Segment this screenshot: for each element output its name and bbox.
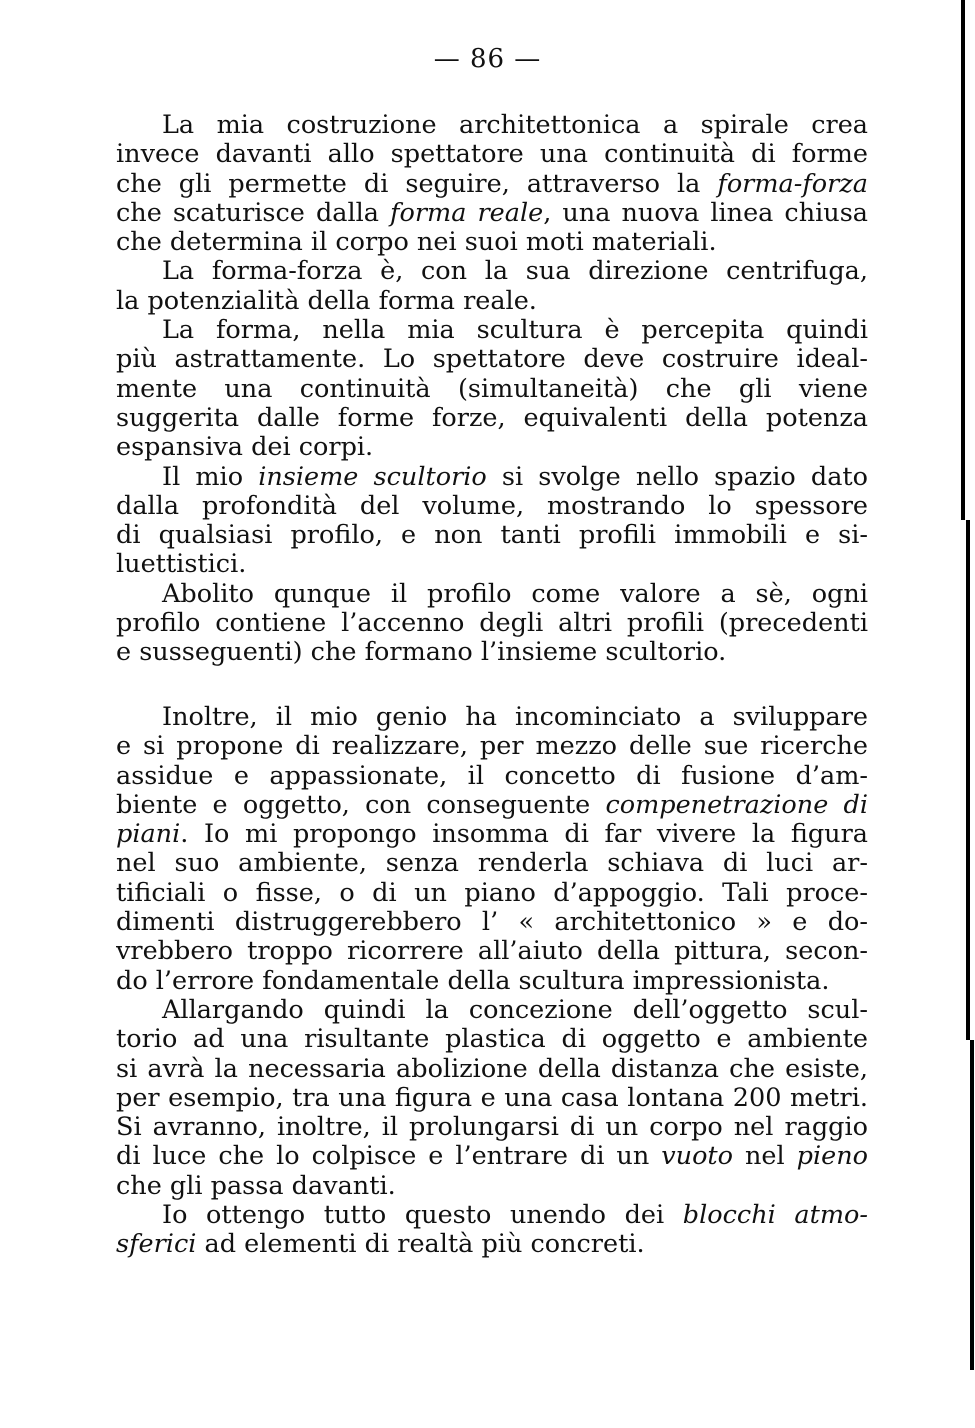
italic-text: compenetrazione di xyxy=(605,790,868,820)
text-line xyxy=(116,1230,868,1259)
italic-text: sferici xyxy=(116,1230,197,1260)
body-text: che gli passa davanti. xyxy=(116,1171,396,1201)
text-line xyxy=(116,199,868,228)
body-text: , una nuova linea chiusa xyxy=(543,198,868,228)
text-line xyxy=(116,1025,868,1054)
text-line xyxy=(116,908,868,937)
body-text: Inoltre, il mio genio ha incominciato a sviluppare xyxy=(162,703,868,732)
text-line xyxy=(116,550,868,579)
body-text: luettistici. xyxy=(116,550,247,580)
text-line xyxy=(116,1055,868,1084)
page-edge-shadow xyxy=(970,1040,974,1370)
body-text: dalla profondità del volume, mostrando lo spessore xyxy=(116,491,868,521)
italic-text: pieno xyxy=(796,1142,868,1172)
italic-text: forma reale xyxy=(390,198,544,228)
body-text: si avrà la necessaria abolizione della distanza che esiste, xyxy=(116,1054,868,1084)
body-text: che scaturisce dalla xyxy=(116,198,391,228)
body-text: suggerita dalle forme forze, equivalenti della potenza xyxy=(116,403,868,433)
text-line xyxy=(116,404,868,433)
text-line xyxy=(116,580,868,609)
text-line xyxy=(116,1201,868,1230)
body-text: invece davanti allo spettatore una continuità di forme xyxy=(116,140,868,170)
body-text: espansiva dei corpi. xyxy=(116,433,374,463)
body-text: la potenzialità della forma reale. xyxy=(116,286,537,316)
italic-text: piani xyxy=(116,820,181,850)
text-line xyxy=(116,820,868,849)
text-block-1 xyxy=(116,111,868,668)
body-text: . Io mi propongo insomma di far vivere la figura xyxy=(180,820,868,850)
body-text: che gli permette di seguire, attraverso la xyxy=(116,169,718,199)
body-text: più astrattamente. Lo spettatore deve costruire ideal- xyxy=(116,345,868,375)
text-block-2 xyxy=(116,703,868,1260)
body-text: do l’errore fondamentale della scultura impressionista. xyxy=(116,966,830,996)
body-text: torio ad una risultante plastica di oggetto e ambiente xyxy=(116,1025,868,1055)
body-text: tificiali o fisse, o di un piano d’appoggio. Tali proce- xyxy=(116,878,868,908)
italic-text: forma-forza xyxy=(717,169,868,199)
body-text: La mia costruzione architettonica a spirale crea xyxy=(162,111,868,140)
body-text: nel suo ambiente, senza renderla schiava di luci ar- xyxy=(116,849,868,879)
text-line xyxy=(116,1113,868,1142)
body-text: dimenti distruggerebbero l’ « architettonico » e do- xyxy=(116,908,868,938)
text-line xyxy=(116,703,868,732)
text-line xyxy=(116,967,868,996)
text-line xyxy=(116,345,868,374)
page-number: — 86 — xyxy=(433,44,542,74)
body-text: Si avranno, inoltre, il prolungarsi di un corpo nel raggio xyxy=(116,1113,868,1143)
text-line xyxy=(116,521,868,550)
text-line xyxy=(116,463,868,492)
body-text: vrebbero troppo ricorrere all’aiuto della pittura, secon- xyxy=(116,937,868,967)
text-line xyxy=(116,1084,868,1113)
text-line xyxy=(116,1142,868,1171)
body-text: di qualsiasi profilo, e non tanti profili immobili e si- xyxy=(116,521,868,551)
text-line xyxy=(116,140,868,169)
italic-text: insieme scultorio xyxy=(258,462,487,492)
text-line xyxy=(116,791,868,820)
body-text: Io ottengo tutto questo unendo dei xyxy=(162,1201,683,1231)
text-line xyxy=(116,937,868,966)
body-text: La forma-forza è, con la sua direzione centrifuga, xyxy=(162,257,868,287)
body-text: per esempio, tra una figura e una casa lontana 200 metri. xyxy=(116,1083,868,1113)
text-line xyxy=(116,1172,868,1201)
italic-text: vuoto xyxy=(661,1142,734,1172)
text-line xyxy=(116,762,868,791)
text-line xyxy=(116,316,868,345)
text-line xyxy=(116,638,868,667)
body-text: profilo contiene l’accenno degli altri profili (precedenti xyxy=(116,609,868,639)
page-edge-shadow xyxy=(961,0,965,520)
text-line xyxy=(116,879,868,908)
text-line xyxy=(116,257,868,286)
body-text: si svolge nello spazio dato xyxy=(486,462,868,492)
body-text: nel xyxy=(733,1142,797,1172)
text-line xyxy=(116,996,868,1025)
body-text: Il mio xyxy=(162,462,259,492)
body-text: biente e oggetto, con conseguente xyxy=(116,790,606,820)
italic-text: blocchi atmo- xyxy=(682,1201,868,1231)
body-text: assidue e appassionate, il concetto di fusione d’am- xyxy=(116,761,868,791)
text-line xyxy=(116,609,868,638)
body-text: di luce che lo colpisce e l’entrare di un xyxy=(116,1142,662,1172)
body-text: che determina il corpo nei suoi moti materiali. xyxy=(116,228,717,258)
text-line xyxy=(116,170,868,199)
page-edge-shadow xyxy=(966,520,970,1040)
text-line xyxy=(116,287,868,316)
text-line xyxy=(116,849,868,878)
body-text: e si propone di realizzare, per mezzo delle sue ricerche xyxy=(116,732,868,762)
text-line xyxy=(116,433,868,462)
text-line xyxy=(116,111,868,140)
body-text: Allargando quindi la concezione dell’oggetto scul- xyxy=(162,995,868,1025)
body-text: Abolito qunque il profilo come valore a sè, ogni xyxy=(162,579,868,609)
body-text: ad elementi di realtà più concreti. xyxy=(196,1230,645,1260)
body-text: La forma, nella mia scultura è percepita quindi xyxy=(162,316,868,346)
body-text: mente una continuità (simultaneità) che gli viene xyxy=(116,374,868,404)
text-line xyxy=(116,375,868,404)
text-line xyxy=(116,732,868,761)
text-line xyxy=(116,492,868,521)
text-line xyxy=(116,228,868,257)
body-text: e susseguenti) che formano l’insieme scultorio. xyxy=(116,638,727,668)
